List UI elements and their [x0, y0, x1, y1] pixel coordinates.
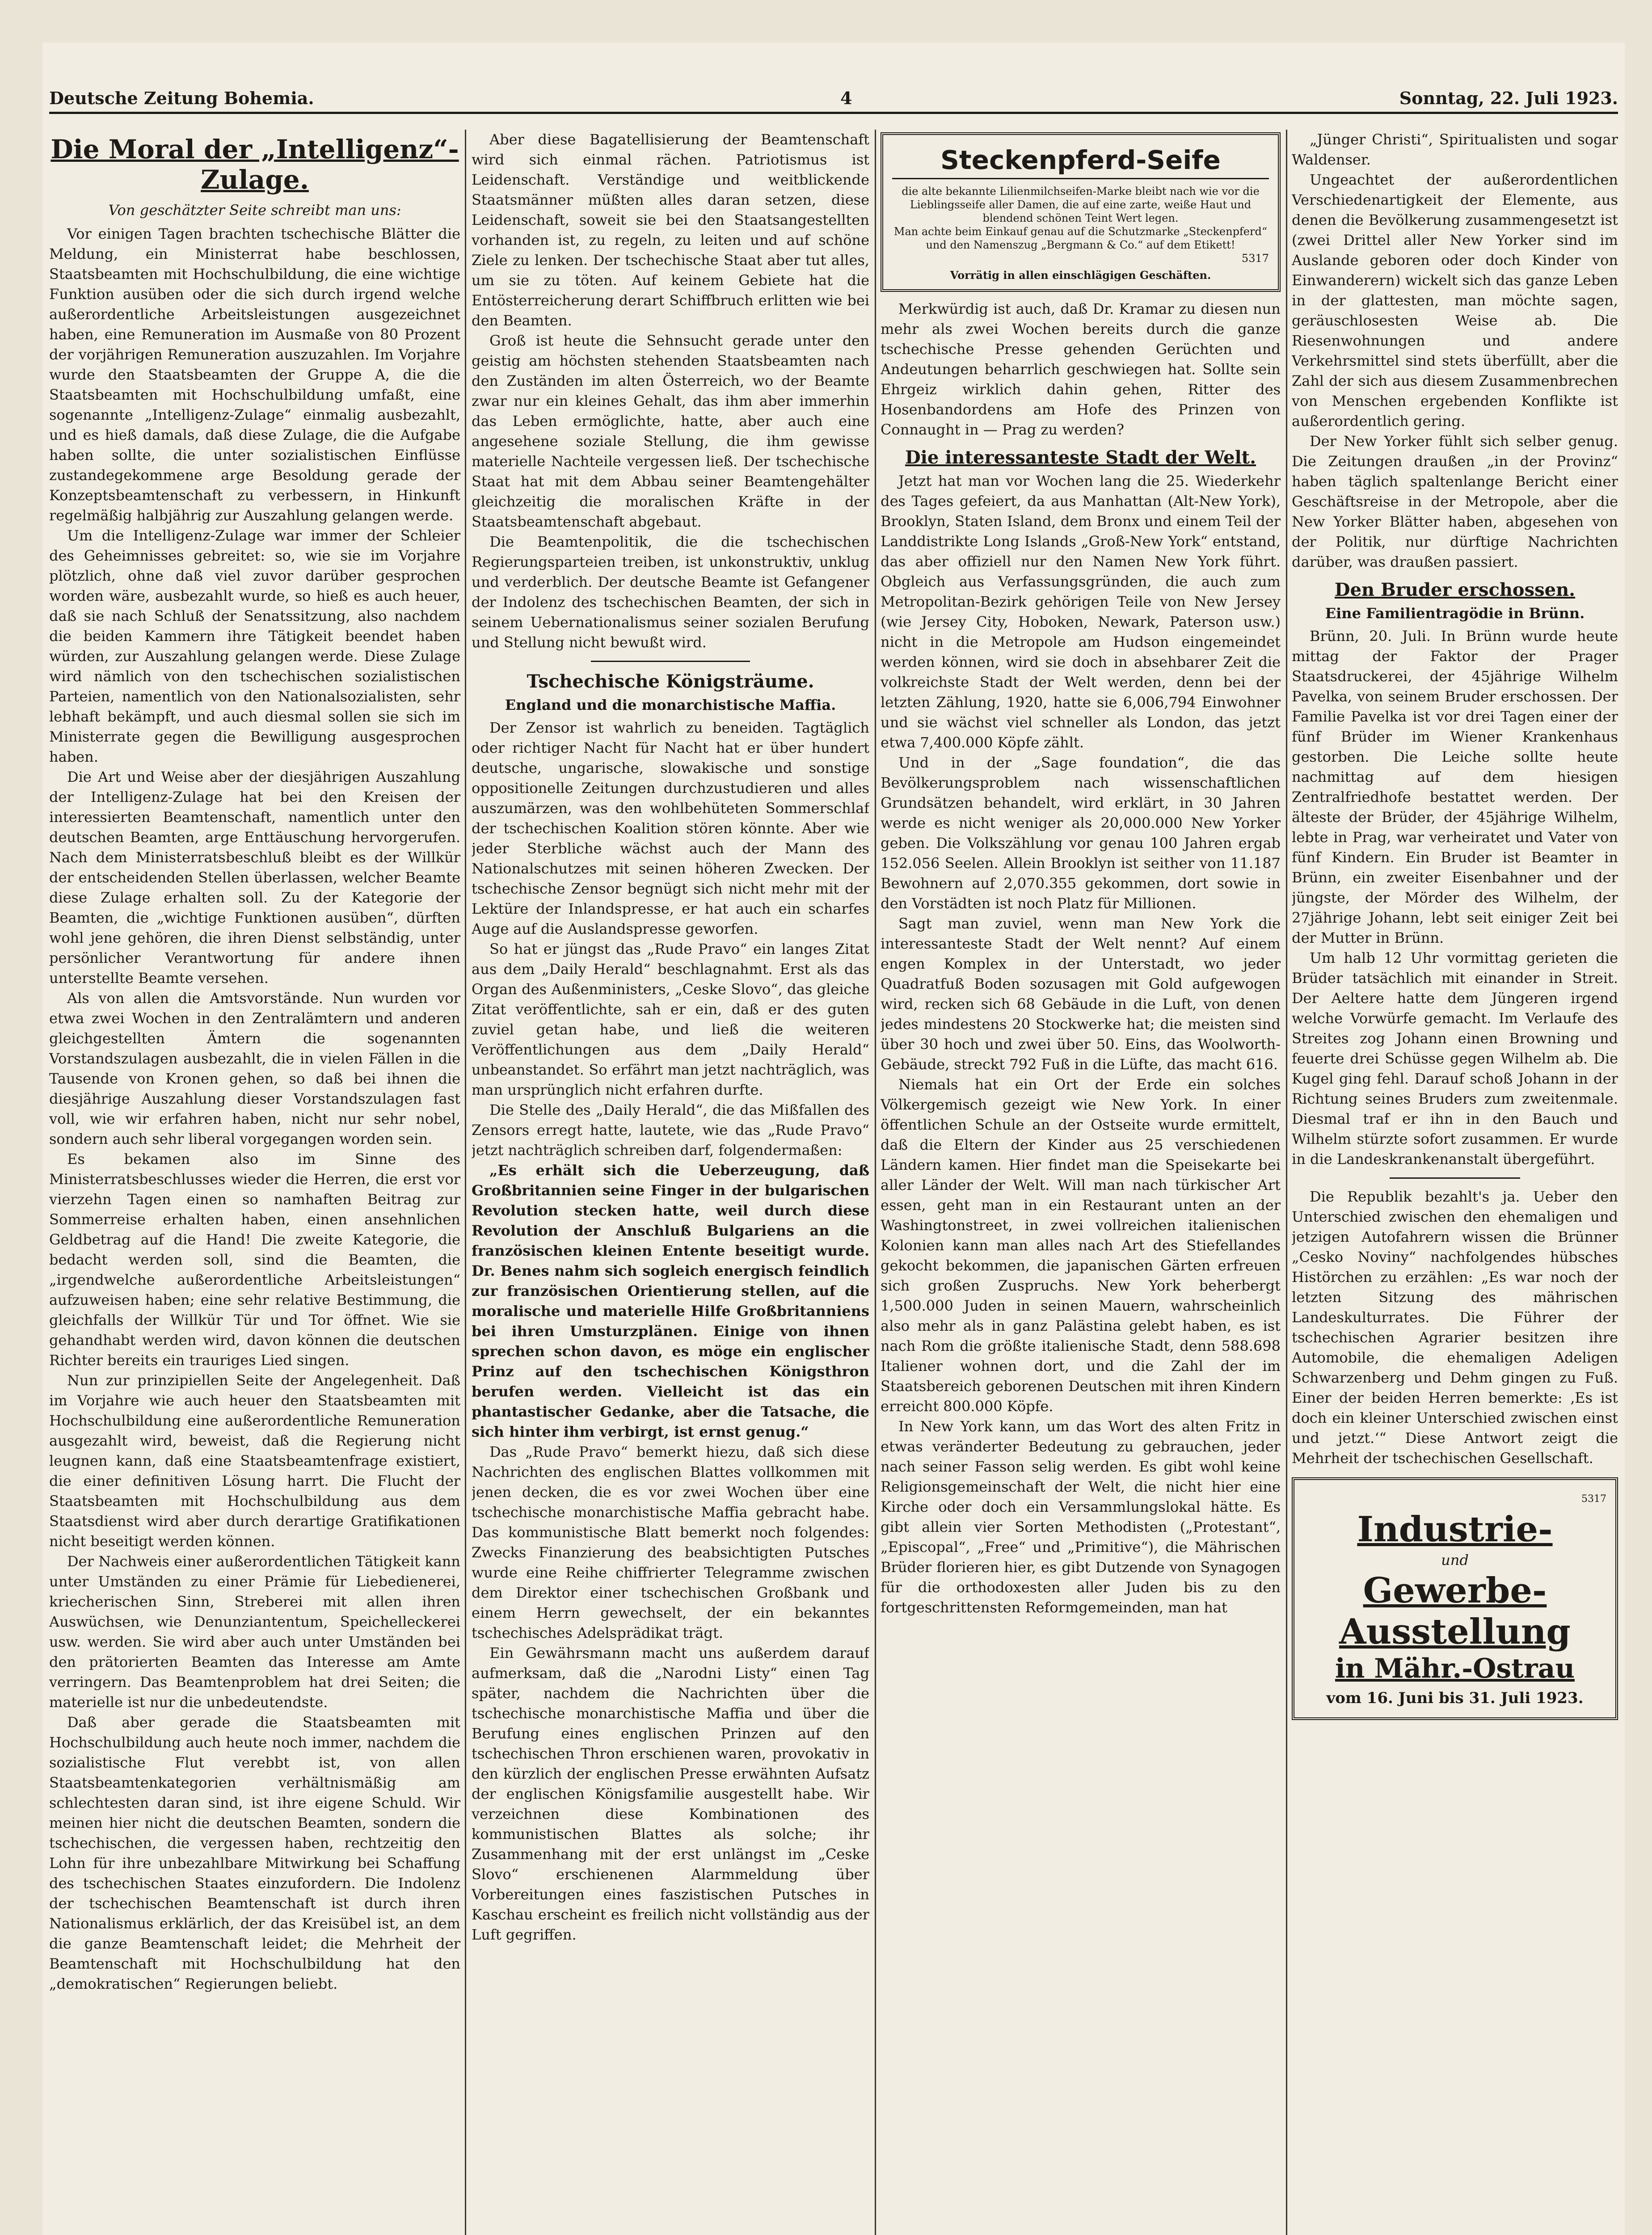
ad-number: 5317 — [1241, 252, 1269, 265]
article-paragraph: Die Stelle des „Daily Herald“, die das Mißfallen des Zensors erregt hatte, lautete, wie das „Rude Pravo“ jetzt nachträglich schreiben darf, folgendermaßen: — [472, 1101, 869, 1159]
article-headline: Tschechische Königsträume. — [527, 671, 814, 692]
paper-name: Deutsche Zeitung Bohemia. — [49, 88, 314, 108]
ad-conjunction: und — [1441, 1552, 1469, 1569]
newspaper-page — [42, 42, 1625, 2235]
column-rule — [875, 130, 876, 2235]
ad-brand: Steckenpferd-Seife — [892, 142, 1269, 179]
article-paragraph: Aber diese Bagatellisierung der Beamtenschaft wird sich einmal rächen. Patriotismus ist Leidenschaft. Verständige und weitblickende Staatsmänner müßten alles daran setzen, diese Leidenschaft, soweit sie bei den Staatsangestellten vorhanden ist, zu regeln, zu leiten und auf schöne Ziele zu lenken. Der tschechische Staat aber tut alles, um sie zu töten. Auf keinem Gebiete hat die Entösterreicherung derart Schiffbruch erlitten wie bei den Beamten. — [472, 131, 869, 329]
article-paragraph: Ein Gewährsmann macht uns außerdem darauf aufmerksam, daß die „Narodni Listy“ einen Tag später, nachdem die Nachrichten über die tschechische monarchistische Maffia und über die Berufung eines englischen Prinzen auf den tschechischen Thron erschienen waren, provokativ in den kürzlich der englischen Presse erwähnten Aufsatz der englischen Königsfamilie ausgestellt habe. Wir verzeichnen diese Kombinationen des kommunistischen Blattes als solche; ihr Zusammenhang mit der erst unlängst im „Ceske Slovo“ erschienenen Alarmmeldung über Vorbereitungen eines faszistischen Putsches in Kaschau erscheint es freilich nicht vollständig aus der Luft gegriffen. — [472, 1645, 869, 1943]
article-paragraph: Um die Intelligenz-Zulage war immer der Schleier des Geheimnisses gebreitet: so, wie sie im Vorjahre plötzlich, ohne daß viel zuvor darüber gesprochen worden wäre, ausbezahlt wurde, so hieß es auch heuer, daß sie nach Schluß der Senatssitzung, also nachdem die beiden Kammern ihre Tätigkeit beendet haben würden, zur Auszahlung gelangen werde. Diese Zulage wird nämlich von den tschechischen sozialistischen Parteien, namentlich von den Nationalsozialisten, sehr lebhaft bekämpft, und auch diesmal sollen sie sich im Ministerrate gegen die Bewilligung ausgesprochen haben. — [49, 527, 460, 765]
article-paragraph: Um halb 12 Uhr vormittag gerieten die Brüder tatsächlich mit einander in Streit. Der Aeltere hatte dem Jüngeren irgend welche Vorwürfe gemacht. Im Verlaufe des Streites zog Johann einen Browning und feuerte drei Schüsse gegen Wilhelm ab. Die Kugel ging fehl. Darauf schoß Johann in der Richtung seines Bruders zum zweitenmale. Diesmal traf er ihn in den Bauch und Wilhelm stürzte sofort zusammen. Er wurde in die Landeskrankenanstalt übergeführt. — [1292, 949, 1618, 1168]
ad-location: in Mähr.-Ostrau — [1335, 1653, 1575, 1684]
ad-number: 5317 — [1581, 1493, 1606, 1505]
article-paragraph: Es bekamen also im Sinne des Ministerratsbeschlusses wieder die Herren, die erst vor vierzehn Tagen einen so namhaften Beitrag zur Sommerreise erhalten haben, einen ansehnlichen Geldbetrag auf die Hand! Die zweite Kategorie, die bedacht werden soll, sind die Beamten, die „irgendwelche außerordentliche Arbeitsleistungen“ aufzuweisen haben; eine sehr relative Bestimmung, die gleichfalls der Willkür Tür und Tor öffnet. Wie sie gehandhabt werden wird, davon können die deutschen Richter bereits ein trauriges Lied singen. — [49, 1151, 460, 1369]
notice-paragraph: Die Republik bezahlt's ja. Ueber den Unterschied zwischen den ehemaligen und jetzigen Autofahrern wissen die Brünner „Cesko Noviny“ nachfolgendes hübsches Histörchen zu erzählen: „Es war noch der letzten Sitzung des mährischen Landeskulturrates. Die Führer der tschechischen Agrarier besitzen ihre Automobile, die ehemaligen Adeligen Schwarzenberg und Dehm gingen zu Fuß. Einer der beiden Herren bemerkte: ‚Es ist doch ein kleiner Unterschied zwischen einst und jetzt.‘“ Diese Antwort zeigt die Mehrheit der tschechischen Gesellschaft. — [1292, 1188, 1618, 1467]
article-paragraph: In New York kann, um das Wort des alten Fritz in etwas veränderter Bedeutung zu gebrauchen, jeder nach seiner Fasson selig werden. Es gibt wohl keine Religionsgemeinschaft der Welt, die nicht hier eine Kirche oder doch ein Versammlungslokal hätte. Es gibt allein vier Sorten Methodisten („Protestant“, „Episcopal“, „Free“ und „Primitive“), die Mährischen Brüder florieren hier, es gibt Dutzende von Synagogen für die orthodoxesten aller Juden bis zu den fortgeschrittensten Reformgemeinden, man hat — [881, 1418, 1281, 1616]
article-paragraph: Daß aber gerade die Staatsbeamten mit Hochschulbildung auch heute noch immer, nachdem die sozialistische Flut verebbt ist, von allen Staatsbeamtenkategorien verhältnismäßig am schlechtesten daran sind, ist ihre eigene Schuld. Wir meinen hier nicht die deutschen Beamten, sondern die tschechischen, die vergessen haben, rechtzeitig den Lohn für ihre unbezahlbare Mitwirkung bei Schaffung des tschechischen Staates einzufordern. Die Indolenz der tschechischen Beamtenschaft ist durch ihren Nationalismus erklärlich, der das Kreisübel ist, an dem die ganze Beamtenschaft leidet; die Mehrheit der Beamtenschaft mit Hochschulbildung hat den „demokratischen“ Regierungen beliebt. — [49, 1714, 460, 1992]
article-headline: Den Bruder erschossen. — [1334, 579, 1576, 600]
column-rule — [1286, 130, 1287, 2235]
article-separator — [1390, 1177, 1520, 1179]
article-quote: „Es erhält sich die Ueberzeugung, daß Großbritannien seine Finger in der bulgarischen Revolution stecken hatte, weil durch diese Revolution der Anschluß Bulgariens an die französischen kleinen Entente beseitigt wurde. Dr. Benes nahm sich sogleich energisch feindlich zur französischen Orientierung stellen, auf die moralische und materielle Hilfe Großbritanniens bei ihren Umsturzplänen. Einige von ihnen sprechen schon davon, es möge ein englischer Prinz auf den tschechischen Königsthron berufen werden. Vielleicht ist das ein phantastischer Gedanke, aber die Tatsache, die sich hinter ihm verbirgt, ist ernst genug.“ — [472, 1162, 869, 1440]
article-paragraph: Der New Yorker fühlt sich selber genug. Die Zeitungen draußen „in der Provinz“ haben täglich spaltenlange Bericht einer Geschäftsreise in der Metropole, aber die New Yorker Blätter haben, abgesehen von der Politik, nur dürftige Nachrichten darüber, was draußen passiert. — [1292, 433, 1618, 570]
article-paragraph: Niemals hat ein Ort der Erde ein solches Völkergemisch gezeigt wie New York. In einer öffentlichen Schule an der Ostseite wurde ermittelt, daß die Eltern der Kinder aus 25 verschiedenen Ländern kamen. Hier findet man die Speisekarte bei aller Länder der Welt. Will man nach türkischer Art essen, geht man in ein Restaurant unten an der Washingtonstreet, in zwei vollreichen italienischen Kolonien kann man alles nach Art des Stiefellandes gekocht bekommen, die japanischen Gärten erfreuen sich großen Zuspruchs. New York beherbergt 1,500.000 Juden in seinen Mauern, wahrscheinlich also mehr als in ganz Palästina gelebt haben, es ist nach Rom die größte italienische Stadt, denn 588.698 Italiener wohnen dort, und die Zahl der im Staatsbereich geborenen Deutschen mit ihren Kindern erreicht 800.000 Köpfe. — [881, 1076, 1281, 1415]
ad-title-1: Industrie- — [1357, 1509, 1553, 1550]
article-paragraph: Die Art und Weise aber der diesjährigen Auszahlung der Intelligenz-Zulage hat bei den Kreisen der interessierten Beamtenschaft, namentlich unter den deutschen Beamten, arge Enttäuschung hervorgerufen. Nach dem Ministerratsbeschluß bleibt es der Willkür der entscheidenden Stellen überlassen, welcher Beamte diese Zulage erhalten soll. Zu der Kategorie der Beamten, die „wichtige Funktionen ausüben“, dürften wohl jene gehören, die ihren Dienst selbständig, unter persönlicher Verantwortung für andere ihnen unterstellte Beamte versehen. — [49, 768, 460, 987]
column-4 — [1292, 130, 1618, 2235]
article-paragraph: Nun zur prinzipiellen Seite der Angelegenheit. Daß im Vorjahre wie auch heuer den Staatsbeamten mit Hochschulbildung eine außerordentliche Remuneration ausgezahlt wird, beweist, daß die Regierung nicht leugnen kann, daß eine Staatsbeamtenfrage existiert, die einer definitiven Lösung harrt. Die Flucht der Staatsbeamten mit Hochschulbildung aus dem Staatsdienst wird aber durch derartige Gratifikationen nicht beseitigt werden können. — [49, 1372, 460, 1550]
article-paragraph: Der Zensor ist wahrlich zu beneiden. Tagtäglich oder richtiger Nacht für Nacht hat er über hundert deutsche, ungarische, slowakische und sonstige oppositionelle Zeitungen durchzustudieren und alles auszumärzen, was den wohlbehüteten Sommerschlaf der tschechischen Koalition stören könnte. Aber wie jeder Sterbliche wächst auch der Mann des Nationalschutzes mit seinen höheren Zwecken. Der tschechische Zensor begnügt sich nicht mehr mit der Lektüre der Inlandspresse, er hat auch ein scharfes Auge auf die Auslandspresse geworfen. — [472, 719, 869, 937]
article-paragraph: Als von allen die Amtsvorstände. Nun wurden vor etwa zwei Wochen in den Zentralämtern und anderen gleichgestellten Ämtern die sogenannten Vorstandszulagen ausbezahlt, die in vielen Fällen in die Tausende von Kronen gehen, so daß bei ihnen die diesjährige Auszahlung dieser Vorstandszulagen fast voll, wie wir erfahren haben, nicht nur sehr nobel, sondern auch sehr liberal vorgegangen worden sein. — [49, 990, 460, 1147]
ad-title-2: Gewerbe-Ausstellung — [1339, 1570, 1571, 1652]
ad-text: die alte bekannte Lilienmilchseifen-Marke bleibt nach wie vor die Lieblingsseife aller Damen, die auf eine zarte, weiße Haut und blendend schönen Teint Wert legen. — [902, 185, 1260, 224]
article-paragraph: Vor einigen Tagen brachten tschechische Blätter die Meldung, ein Ministerrat habe beschlossen, Staatsbeamten mit Hochschulbildung, die eine wichtige Funktion ausüben oder die sich durch irgend welche außerordentliche Arbeitsleistungen ausgezeichnet haben, eine Remuneration im Ausmaße von 80 Prozent der vorjährigen Remuneration auszuzahlen. Im Vorjahre wurde den Staatsbeamten der Gruppe A, die die Staatsbeamten mit Hochschulbildung umfaßt, eine sogenannte „Intelligenz-Zulage“ einmalig ausbezahlt, und es hieß damals, daß diese Zulage, die die Aufgabe haben sollte, die unter sozialistischen Einflüsse zustandegekommene arge Besoldung gerade der Konzeptsbeamtenschaft zu verbessern, in Hinkunft regelmäßig halbjährig zur Auszahlung gelangen werde. — [49, 225, 460, 524]
article-paragraph: Merkwürdig ist auch, daß Dr. Kramar zu diesen nun mehr als zwei Wochen bereits durch die ganze tschechische Presse gehenden Gerüchten und Andeutungen beharrlich geschwiegen hat. Sollte sein Ehrgeiz wirklich dahin gehen, Ritter des Hosenbandordens am Hofe des Prinzen von Connaught in — Prag zu werden? — [881, 300, 1281, 438]
exhibition-advertisement — [1292, 1477, 1618, 1720]
column-rule — [465, 130, 466, 2235]
article-paragraph: Und in der „Sage foundation“, die das Bevölkerungsproblem nach wissenschaftlichen Grundsätzen behandelt, wird erklärt, in 30 Jahren werde es nicht weniger als 20,000.000 New Yorker geben. Die Volkszählung vor genau 100 Jahren ergab 152.056 Seelen. Allein Brooklyn ist seither von 11.187 Bewohnern auf 2,070.355 gekommen, dort sowie in den Vorstädten ist noch Platz für Millionen. — [881, 754, 1281, 912]
column-2 — [472, 130, 869, 2235]
article-paragraph: Das „Rude Pravo“ bemerkt hiezu, daß sich diese Nachrichten des englischen Blattes vollkommen mit jenen decken, die es vor zwei Wochen über eine tschechische monarchistische Maffia gebracht habe. Das kommunistische Blatt bemerkt noch folgendes: Zwecks Finanzierung des beabsichtigten Putsches wurde eine Reihe chiffrierter Telegramme zwischen dem Direktor einer tschechischen Großbank und einem Herrn gewechselt, der ein bekanntes tschechisches Adelsprädikat trägt. — [472, 1443, 869, 1641]
article-paragraph: Sagt man zuviel, wenn man New York die interessanteste Stadt der Welt nennt? Auf einem engen Komplex in der Unterstadt, wo jeder Quadratfuß Boden sozusagen mit Gold aufgewogen wird, recken sich 68 Gebäude in die Luft, von denen jedes mindestens 20 Stockwerke hat; die meisten sind über 30 hoch und zwei über 50. Eins, das Woolworth-Gebäude, streckt 792 Fuß in die Lüfte, das macht 616. — [881, 915, 1281, 1073]
column-3 — [881, 130, 1281, 2235]
article-paragraph: Ungeachtet der außerordentlichen Verschiedenartigkeit der Elemente, aus denen die Bevölkerung zusammengesetzt ist (zwei Drittel aller New Yorker sind im Auslande geboren oder doch Kinder von Einwanderern) wickelt sich das ganze Leben in der glattesten, man möchte sagen, geräuschlosesten Weise ab. Die Riesenwohnungen und andere Verkehrsmittel sind stets überfüllt, aber die Zahl der sich aus diesem Zusammenbrechen von Menschen ergebenden Konflikte ist außerordentlich gering. — [1292, 171, 1618, 430]
article-paragraph: „Jünger Christi“, Spiritualisten und sogar Waldenser. — [1292, 131, 1618, 168]
article-headline: Die interessanteste Stadt der Welt. — [905, 447, 1256, 468]
soap-advertisement — [881, 132, 1281, 292]
article-separator — [591, 661, 750, 662]
masthead — [49, 85, 1618, 114]
article-paragraph: So hat er jüngst das „Rude Pravo“ ein langes Zitat aus dem „Daily Herald“ beschlagnahmt. Erst als das Organ des Außenministers, „Ceske Slovo“, das gleiche Zitat veröffentlichte, sah er ein, daß er des guten zuviel getan habe, und ließ die weiteren Veröffentlichungen aus dem „Daily Herald“ unbeanstandet. So erfährt man jetzt nachträglich, was man ursprünglich nicht erfahren durfte. — [472, 940, 869, 1098]
article-paragraph: Jetzt hat man vor Wochen lang die 25. Wiederkehr des Tages gefeiert, da aus Manhattan (Alt-New York), Brooklyn, Staten Island, dem Bronx und einem Teil der Landdistrikte Long Islands „Groß-New York“ entstand, das aber offiziell nur den Namen New York führt. Obgleich aus Verfassungsgründen, die auch zum Metropolitan-Bezirk gehörigen Teile von New Jersey (wie Jersey City, Hoboken, Newark, Paterson usw.) nicht in die Metropole am Hudson eingemeindet werden können, wird sie doch in absehbarer Zeit die volkreichste Stadt der Welt werden, denn bei der letzten Zählung, 1920, hatte sie 6,006,794 Einwohner und sie wächst viel schneller als London, das jetzt etwa 7,400.000 Köpfe zählt. — [881, 472, 1281, 751]
issue-date: Sonntag, 22. Juli 1923. — [1399, 88, 1618, 108]
ad-footer: Vorrätig in allen einschlägigen Geschäften. — [950, 269, 1211, 282]
page-number: 4 — [840, 88, 852, 108]
article-paragraph: Die Beamtenpolitik, die die tschechischen Regierungsparteien treiben, ist unkonstruktiv, unklug und verderblich. Der deutsche Beamte ist Gefangener der Indolenz des tschechischen Beamten, der sich in seinem Uebernationalismus seiner sozialen Berufung und Stellung nicht bewußt wird. — [472, 533, 869, 651]
article-subhead: Eine Familientragödie in Brünn. — [1325, 605, 1585, 622]
ad-text: Man achte beim Einkauf genau auf die Schutzmarke „Steckenpferd“ und den Namenszug „Bergmann & Co.“ auf dem Etikett! — [893, 225, 1268, 251]
article-paragraph: Der Nachweis einer außerordentlichen Tätigkeit kann unter Umständen zu einer Prämie für Liebedienerei, kriecherischen Sinn, Streberei mit allen ihren Auswüchsen, wie Denunziantentum, Speichelleckerei usw. werden. Sie wird aber auch unter Umständen bei den prätorierten Beamten das Interesse am Amte verringern. Das Beamtenproblem hat drei Seiten; die materielle ist nur die unbedeutendste. — [49, 1553, 460, 1711]
article-lead: Von geschätzter Seite schreibt man uns: — [108, 202, 401, 219]
ad-dates: vom 16. Juni bis 31. Juli 1923. — [1326, 1689, 1584, 1707]
article-subhead: England und die monarchistische Maffia. — [505, 696, 836, 713]
article-paragraph: Groß ist heute die Sehnsucht gerade unter den geistig am höchsten stehenden Staatsbeamten nach den Zuständen im alten Österreich, wo der Beamte zwar nur ein kleines Gehalt, das ihm aber immerhin das Leben ermöglichte, hatte, aber auch eine angesehene soziale Stellung, die ihm gewisse materielle Nachteile vergessen ließ. Der tschechische Staat hat mit dem Abbau seiner Beamtengehälter gleichzeitig die moralischen Kräfte in der Staatsbeamtenschaft abgebaut. — [472, 332, 869, 530]
column-1 — [49, 130, 460, 2235]
article-headline: Die Moral der „Intelligenz“-Zulage. — [51, 134, 459, 195]
article-paragraph: Brünn, 20. Juli. In Brünn wurde heute mittag der Faktor der Prager Staatsdruckerei, der 45jährige Wilhelm Pavelka, von seinem Bruder erschossen. Der Familie Pavelka ist vor drei Tagen einer der fünf Brüder im Wiener Krankenhaus gestorben. Die Leiche sollte heute nachmittag auf dem hiesigen Zentralfriedhofe bestattet werden. Der älteste der Brüder, der 45jährige Wilhelm, lebte in Prag, war verheiratet und Vater von fünf Kindern. Ein Bruder ist Beamter in Brünn, ein zweiter Eisenbahner und der jüngste, der Mörder des Wilhelm, der 27jährige Johann, lebt seit einiger Zeit bei der Mutter in Brünn. — [1292, 628, 1618, 946]
